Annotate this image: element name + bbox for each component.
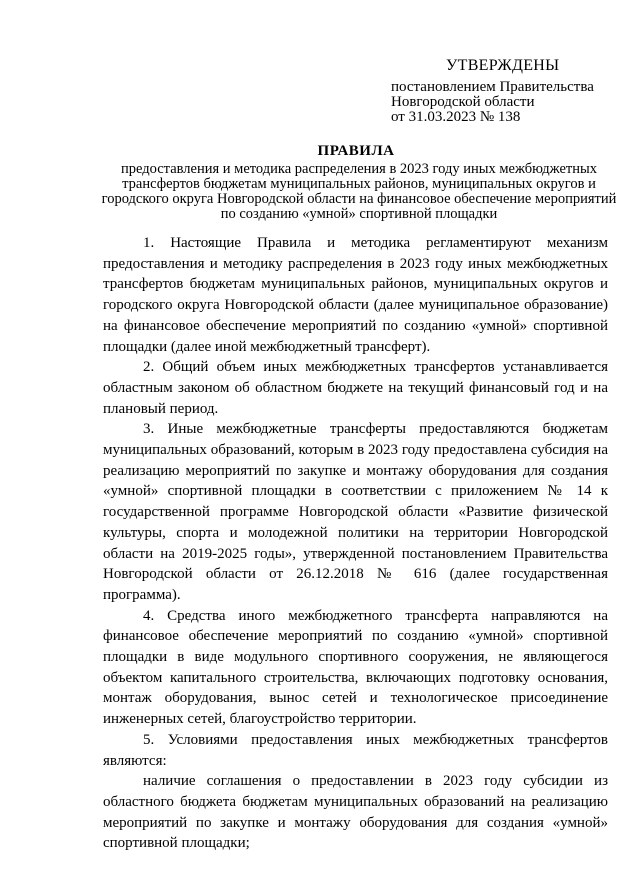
- document-subtitle: предоставления и методика распределения в 2023 году иных межбюджетных трансфертов бюджетам муниципальных районов, муниципальных округов и городского округа Новгородской области на финансовое обеспечение мероприятий по созданию «умной» спортивной площадки: [101, 161, 617, 222]
- paragraph-5: 5. Условиями предоставления иных межбюджетных трансфертов являются:: [103, 731, 608, 769]
- approval-heading: УТВЕРЖДЕНЫ: [446, 57, 560, 74]
- paragraph-1: 1. Настоящие Правила и методика регламентируют механизм предоставления и методику распределения в 2023 году иных межбюджетных трансфертов бюджетам муниципальных районов, муниципальных округов и городского округа Новгородской области (далее муниципальное образование) на финансовое обеспечение мероприятий по созданию «умной» спортивной площадки (далее иной межбюджетный трансферт).: [103, 235, 608, 355]
- approval-line-2: Новгородской области: [391, 94, 535, 110]
- paragraph-6: наличие соглашения о предоставлении в 2023 году субсидии из областного бюджета бюджетам муниципальных образований на реализацию мероприятий по закупке и монтажу оборудования для создания «умной» спортивной площадки;: [103, 773, 608, 852]
- paragraph-2: 2. Общий объем иных межбюджетных трансфертов устанавливается областным законом об областном бюджете на текущий финансовый год и на плановый период.: [103, 359, 608, 417]
- approval-line-3: от 31.03.2023 № 138: [391, 109, 521, 125]
- approval-block: [391, 58, 621, 125]
- paragraph-4: 4. Средства иного межбюджетного трансферта направляются на финансовое обеспечение мероприятий по созданию «умной» спортивной площадки в виде модульного спортивного сооружения, не являющегося объектом капитального строительства, включающих подготовку основания, монтаж оборудования, вынос сетей и технологическое присоединение инженерных сетей, благоустройство территории.: [103, 607, 608, 728]
- document-title: ПРАВИЛА: [317, 143, 395, 159]
- document-body: [103, 233, 608, 854]
- paragraph-3: 3. Иные межбюджетные трансферты предоставляются бюджетам муниципальных образований, которым в 2023 году предоставлена субсидия на реализацию мероприятий по закупке и монтажу оборудования для создания «умной» спортивной площадки в соответствии с приложением № 14 к государственной программе Новгородской области «Развитие физической культуры, спорта и молодежной политики на территории Новгородской области на 2019-2025 годы», утвержденной постановлением Правительства Новгородской области от 26.12.2018 № 616 (далее государственная программа).: [103, 421, 608, 603]
- approval-line-1: постановлением Правительства: [391, 79, 594, 95]
